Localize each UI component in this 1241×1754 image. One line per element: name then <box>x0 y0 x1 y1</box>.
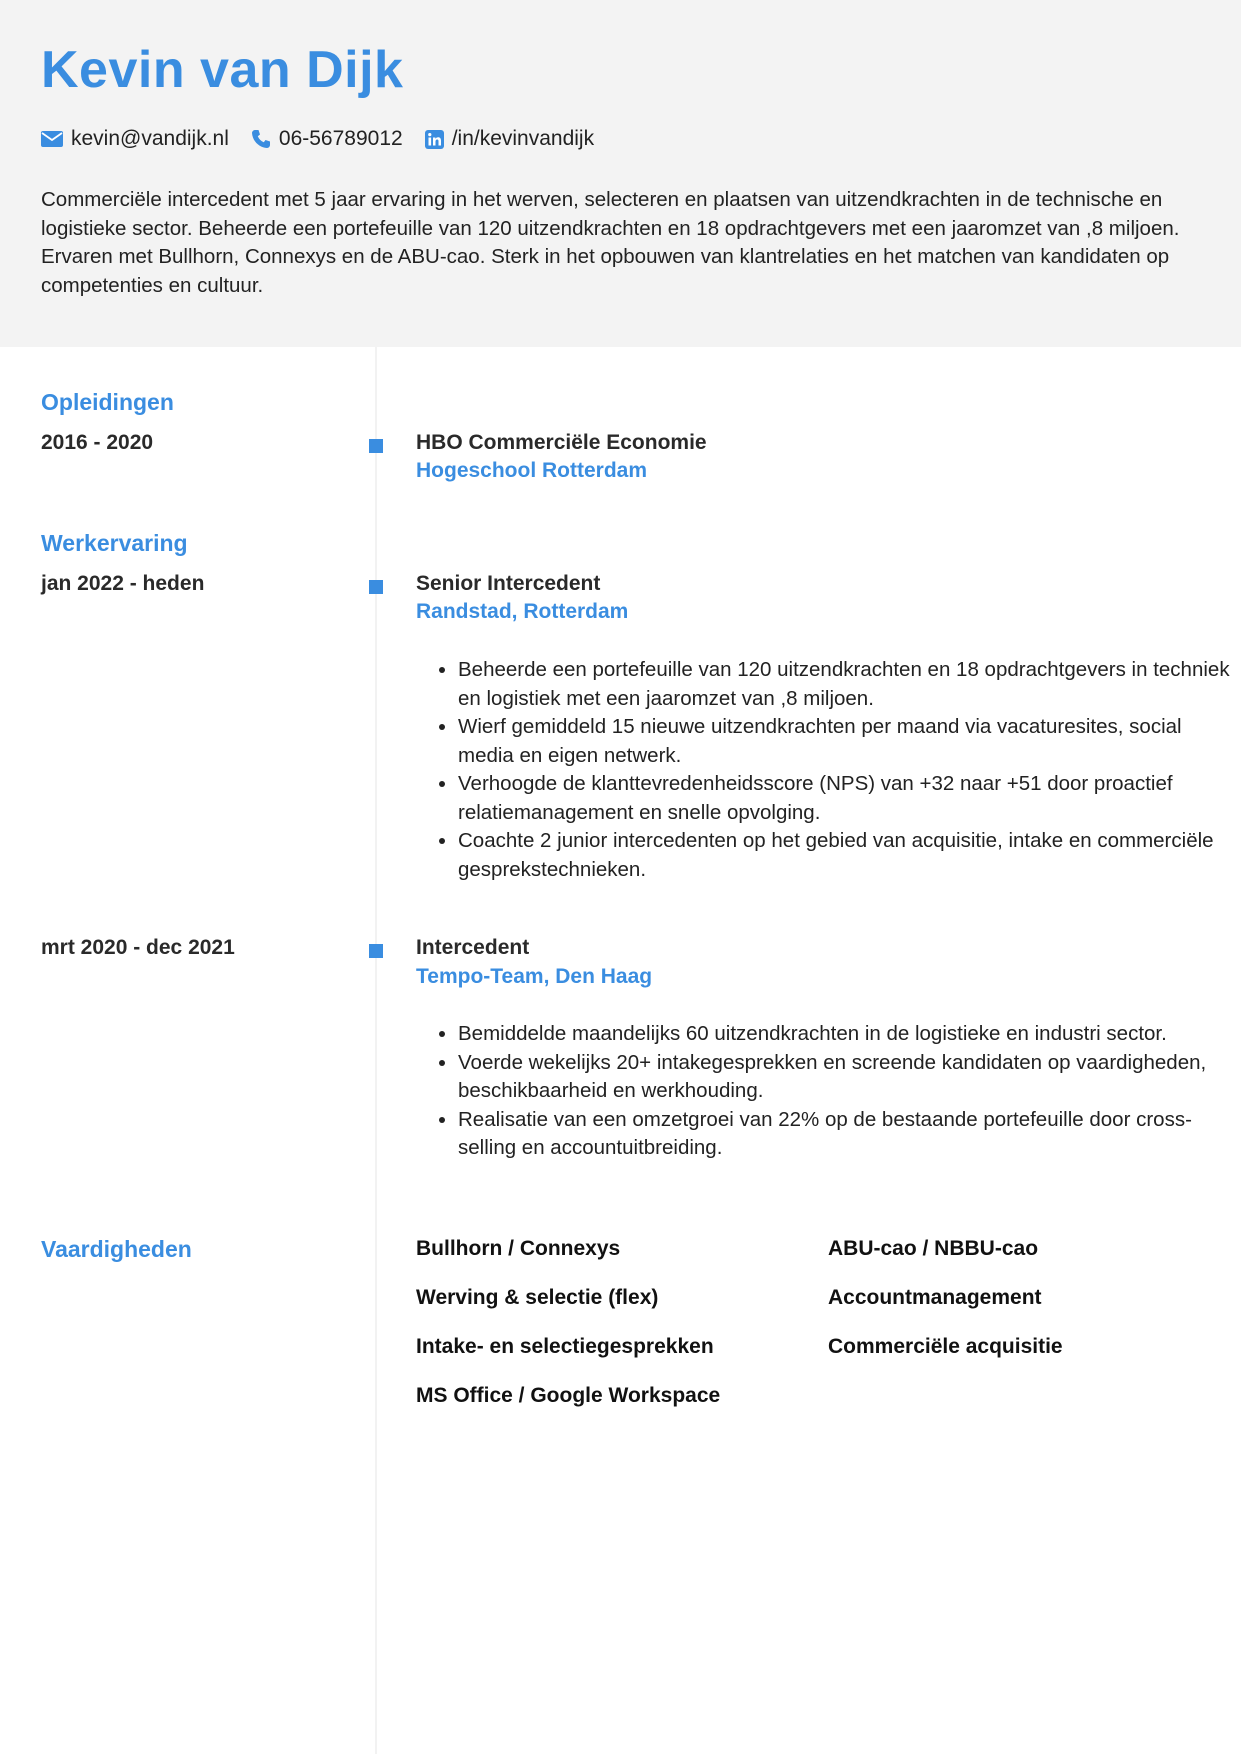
education-degree: HBO Commerciële Economie <box>416 431 707 454</box>
skill-item: Intake- en selectiegesprekken <box>416 1335 714 1358</box>
skill-item: Werving & selectie (flex) <box>416 1286 659 1309</box>
job-date: mrt 2020 - dec 2021 <box>41 936 235 959</box>
candidate-name: Kevin van Dijk <box>41 41 404 99</box>
list-item: • Coachte 2 junior intercedenten op het gebied van acquisitie, intake en commerciële gesprekstechnieken. <box>458 827 1238 884</box>
job-achievements <box>416 656 1238 884</box>
contact-bar <box>41 127 616 151</box>
list-item: • Verhoogde de klanttevredenheidsscore (NPS) van +32 naar +51 door proactief relatiemanagement en snelle opvolging. <box>458 770 1238 827</box>
skill-item: Accountmanagement <box>828 1286 1042 1309</box>
section-title-experience: Werkervaring <box>41 530 188 556</box>
education-school: Hogeschool Rotterdam <box>416 459 648 482</box>
section-title-skills: Vaardigheden <box>41 1236 192 1262</box>
job-date: jan 2022 - heden <box>41 572 205 595</box>
contact-linkedin[interactable] <box>425 127 594 151</box>
phone-text: 06-56789012 <box>278 127 403 150</box>
list-item: • Bemiddelde maandelijks 60 uitzendkrachten in de logistieke en industri sector. <box>458 1020 1238 1049</box>
linkedin-icon <box>425 130 444 149</box>
envelope-icon <box>41 131 63 147</box>
skill-item: Commerciële acquisitie <box>828 1335 1063 1358</box>
contact-email[interactable] <box>41 127 229 151</box>
skill-item: ABU-cao / NBBU-cao <box>828 1237 1039 1260</box>
skill-item: MS Office / Google Workspace <box>416 1384 721 1407</box>
skill-item: Bullhorn / Connexys <box>416 1237 621 1260</box>
job-company: Randstad, Rotterdam <box>416 600 629 623</box>
timeline-marker <box>369 944 383 958</box>
linkedin-text: /in/kevinvandijk <box>451 127 595 150</box>
job-role: Intercedent <box>416 936 530 959</box>
list-item: • Realisatie van een omzetgroei van 22% op de bestaande portefeuille door cross-selling en accountuitbreiding. <box>458 1106 1238 1163</box>
job-achievements <box>416 1020 1238 1163</box>
email-text: kevin@vandijk.nl <box>71 127 229 150</box>
phone-icon <box>251 129 271 149</box>
education-date: 2016 - 2020 <box>41 431 154 454</box>
list-item: • Beheerde een portefeuille van 120 uitzendkrachten en 18 opdrachtgevers in techniek en logistiek met een jaaromzet van ,8 miljoen. <box>458 656 1238 713</box>
list-item: • Wierf gemiddeld 15 nieuwe uitzendkrachten per maand via vacaturesites, social media en eigen netwerk. <box>458 713 1238 770</box>
section-title-education: Opleidingen <box>41 389 174 415</box>
timeline-marker <box>369 439 383 453</box>
job-role: Senior Intercedent <box>416 572 601 595</box>
timeline-marker <box>369 580 383 594</box>
contact-phone[interactable] <box>251 127 403 151</box>
job-company: Tempo-Team, Den Haag <box>416 965 653 988</box>
profile-summary: Commerciële intercedent met 5 jaar ervaring in het werven, selecteren en plaatsen van uitzendkrachten in de technische en logistieke sector. Beheerde een portefeuille van 120 uitzendkrachten en 18 opdrachtgevers met een jaaromzet van ,8 miljoen. Ervaren met Bullhorn, Connexys en de ABU-cao. Sterk in het opbouwen van klantrelaties en het matchen van kandidaten op competenties en cultuur. <box>41 188 1180 297</box>
timeline-divider <box>375 347 377 1754</box>
list-item: • Voerde wekelijks 20+ intakegesprekken en screende kandidaten op vaardigheden, beschikbaarheid en werkhouding. <box>458 1049 1238 1106</box>
